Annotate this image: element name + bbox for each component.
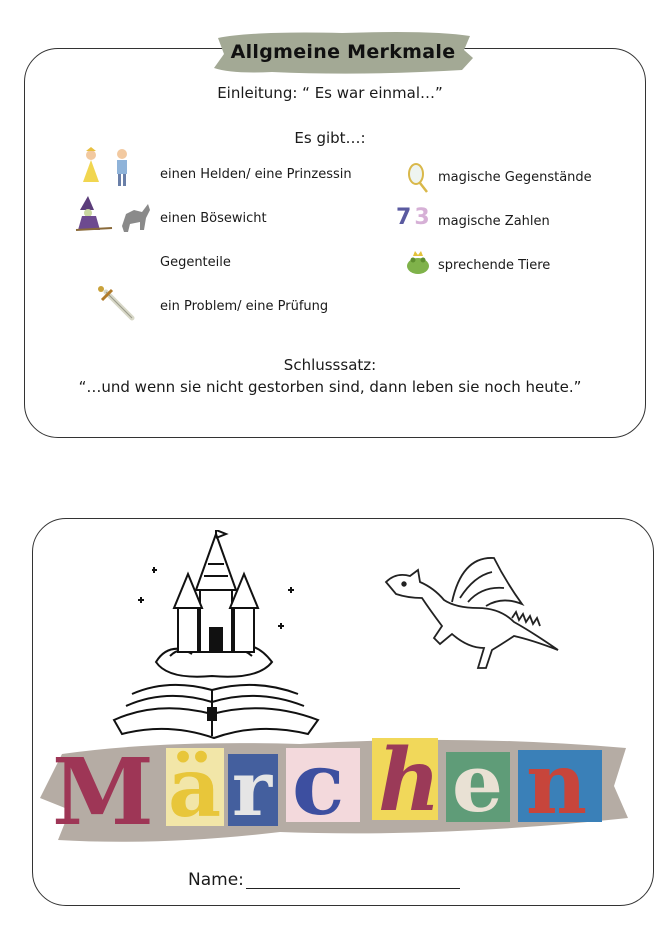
list-item-magic-objects: magische Gegenstände xyxy=(438,170,592,185)
list-item-talking-animals: sprechende Tiere xyxy=(438,258,551,273)
list-item-problem: ein Problem/ eine Prüfung xyxy=(160,299,329,314)
dragon-icon xyxy=(382,552,564,676)
title-letter-ae: ä xyxy=(168,740,222,836)
es-gibt-heading: Es gibt…: xyxy=(294,129,366,147)
list-item-villain: einen Bösewicht xyxy=(160,211,267,226)
title-letter-h: h xyxy=(378,730,441,831)
magic-mirror-icon xyxy=(406,162,430,194)
prince-princess-icon xyxy=(78,146,136,190)
list-item-magic-numbers: magische Zahlen xyxy=(438,214,550,229)
title-letter-m: M xyxy=(52,738,154,846)
title-letter-n: n xyxy=(526,734,588,833)
name-label: Name: xyxy=(188,870,244,890)
banner-title xyxy=(212,28,474,78)
name-input-line[interactable] xyxy=(246,888,460,889)
sword-icon xyxy=(96,286,138,324)
list-item-hero: einen Helden/ eine Prinzessin xyxy=(160,167,352,182)
title-letter-e: e xyxy=(452,736,503,830)
title-letter-r: r xyxy=(232,744,273,833)
numbers-seven-three-icon xyxy=(396,206,430,230)
witch-wolf-icon xyxy=(72,196,154,238)
banner-title-text: Allgmeine Merkmale xyxy=(230,41,456,63)
closing-label: Schlusssatz: xyxy=(283,356,377,374)
list-item-opposites: Gegenteile xyxy=(160,255,231,270)
castle-book-icon xyxy=(108,530,324,748)
intro-line: Einleitung: “ Es war einmal…” xyxy=(217,84,443,102)
closing-sentence: “…und wenn sie nicht gestorben sind, dann leben sie noch heute.” xyxy=(78,378,582,396)
title-letter-c: c xyxy=(292,734,345,835)
frog-king-icon xyxy=(404,250,432,276)
number-seven: 7 xyxy=(396,205,412,230)
number-three: 3 xyxy=(414,205,430,230)
